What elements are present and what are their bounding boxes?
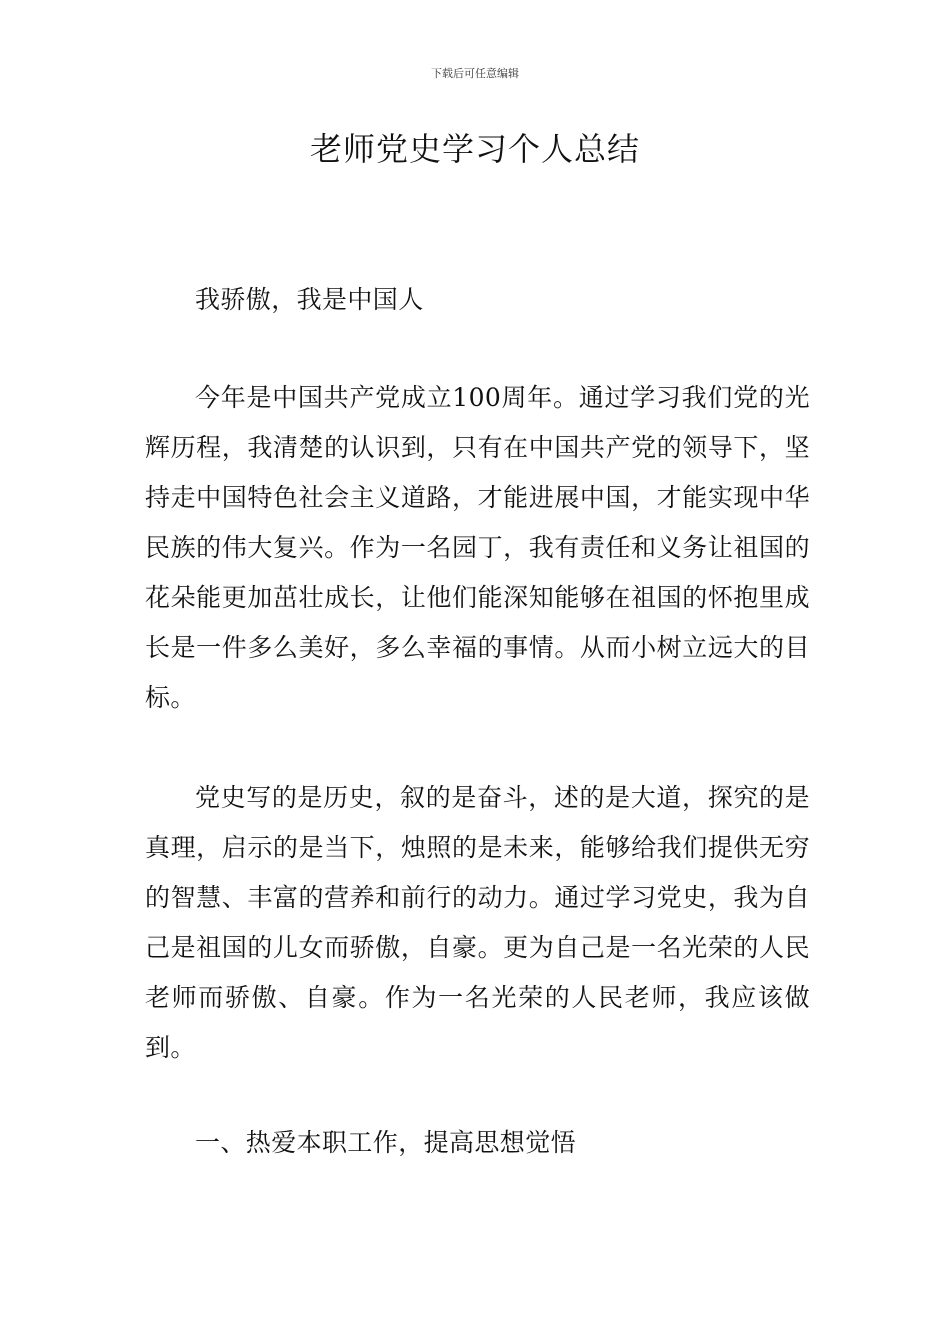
paragraph-section-heading: 一、热爱本职工作，提高思想觉悟 [195, 1128, 577, 1157]
header-note: 下载后可任意编辑 [431, 67, 519, 80]
document-title: 老师党史学习个人总结 [309, 130, 640, 168]
paragraph-intro: 今年是中国共产党成立100周年。通过学习我们党的光辉历程，我清楚的认识到，只有在中国共产党的领导下，坚持走中国特色社会主义道路，才能进展中国，才能实现中华民族的伟大复兴。作为一名园丁，我有责任和义务让祖国的花朵能更加茁壮成长，让他们能深知能够在祖国的怀抱里成长是一件多么美好，多么幸福的事情。从而小树立远大的目标。 [145, 383, 810, 712]
paragraph-party-history: 党史写的是历史，叙的是奋斗，述的是大道，探究的是真理，启示的是当下，烛照的是未来，能够给我们提供无穷的智慧、丰富的营养和前行的动力。通过学习党史，我为自己是祖国的儿女而骄傲，自豪。更为自己是一名光荣的人民老师而骄傲、自豪。作为一名光荣的人民老师，我应该做到。 [145, 783, 810, 1062]
paragraph-subtitle: 我骄傲，我是中国人 [195, 285, 424, 314]
